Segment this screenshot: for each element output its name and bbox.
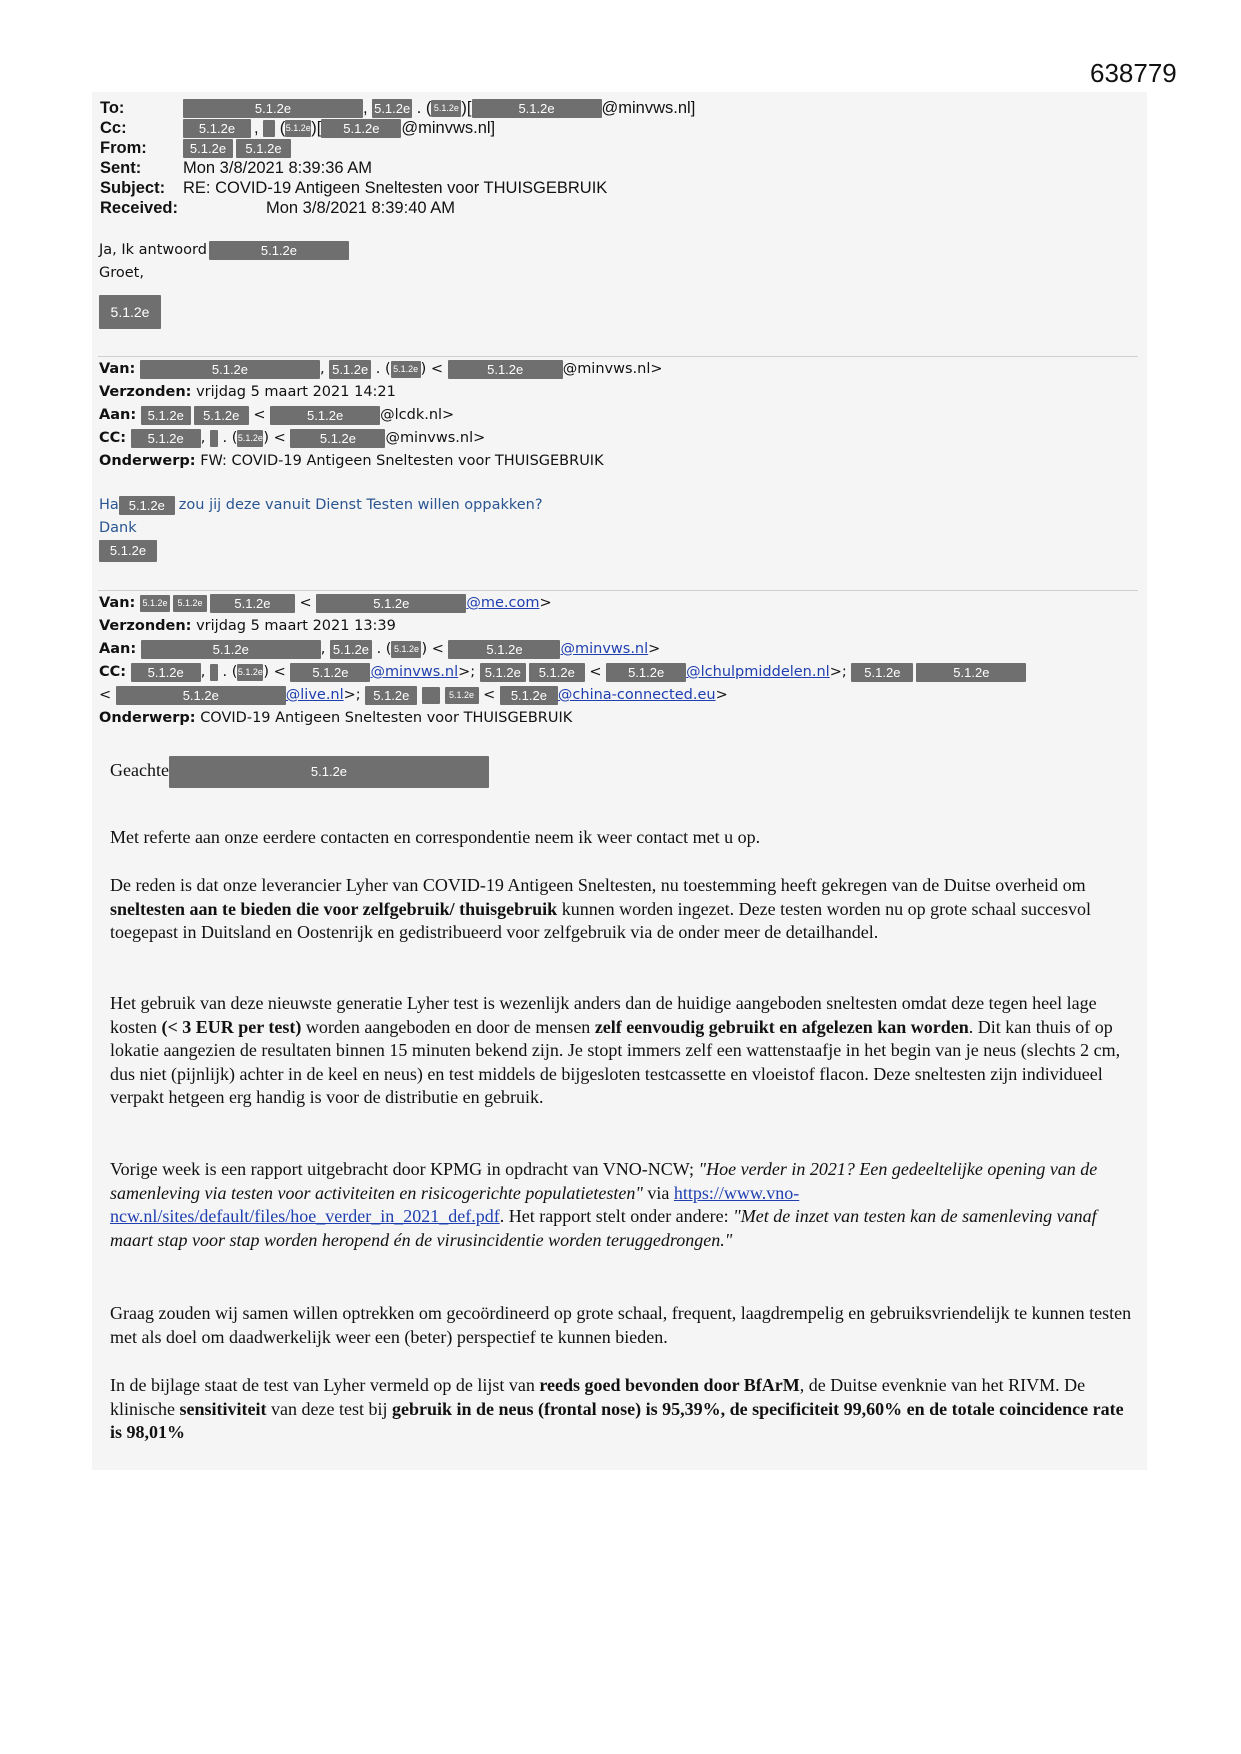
redaction: 5.1.2e xyxy=(141,406,191,425)
redaction: 5.1.2e xyxy=(173,595,207,612)
redaction: 5.1.2e xyxy=(290,663,370,682)
salutation-text: Geachte xyxy=(110,760,169,781)
redaction: 5.1.2e xyxy=(285,120,311,137)
redaction: 5.1.2e xyxy=(210,594,295,613)
letter-paragraph-4 xyxy=(110,1158,1140,1252)
paragraph-text xyxy=(110,874,1140,945)
redaction: 5.1.2e xyxy=(140,595,170,612)
redaction: 5.1.2e xyxy=(316,594,466,613)
text-run-italic: "Hoe verder in 2021? Een gedeeltelijke opening van de samenleving via testen voor activiteiten en risicogerichte populatietesten" xyxy=(110,1159,1098,1203)
received-row xyxy=(100,198,695,218)
orig-onderwerp-label: Onderwerp: xyxy=(99,710,196,726)
text-run: , de Duitse evenknie van het RIVM. De klinische xyxy=(110,1375,1086,1419)
orig-cc-minvws[interactable]: @minvws.nl xyxy=(370,664,459,680)
paragraph-text xyxy=(110,1158,1140,1252)
cc-label: Cc: xyxy=(100,119,127,137)
orig-van-label: Van: xyxy=(99,595,136,611)
redaction: 5.1.2e xyxy=(365,686,417,705)
fw-ha: Ha xyxy=(99,497,119,513)
to-label: To: xyxy=(100,99,125,117)
redaction: 5.1.2e xyxy=(270,406,380,425)
redaction: 5.1.2e xyxy=(237,664,263,681)
fw-van-label: Van: xyxy=(99,361,136,377)
redaction: 5.1.2e xyxy=(141,640,321,659)
text-run-italic: "Met de inzet van testen kan de samenleving vanaf maart stap voor stap worden heropend én de virusincidentie worden teruggedrongen." xyxy=(110,1206,1097,1250)
letter-paragraph-6 xyxy=(110,1374,1140,1445)
fw-onderwerp-label: Onderwerp: xyxy=(99,453,196,469)
text-run-bold: reeds goed bevonden door BfArM xyxy=(539,1375,800,1395)
fw-van-domain: @minvws.nl> xyxy=(562,361,663,377)
text-run-bold: zelf eenvoudig gebruikt en afgelezen kan worden xyxy=(594,1016,969,1037)
redaction xyxy=(210,430,218,447)
fw-body-line xyxy=(99,494,543,517)
paragraph-text xyxy=(110,992,1140,1110)
subject-value: RE: COVID-19 Antigeen Sneltesten voor THUISGEBRUIK xyxy=(183,179,608,197)
text-run: De reden is dat onze leverancier Lyher van COVID-19 Antigeen Sneltesten, nu toestemming heeft gekregen van de Duitse overheid om xyxy=(110,875,1086,895)
separator xyxy=(98,590,1138,591)
text-run: . Het rapport stelt onder andere: xyxy=(499,1206,734,1226)
redaction: 5.1.2e xyxy=(237,430,263,447)
redaction: 5.1.2e xyxy=(194,406,249,425)
paragraph-text: Met referte aan onze eerdere contacten en correspondentie neem ik weer contact met u op. xyxy=(110,827,761,847)
redaction: 5.1.2e xyxy=(116,686,286,705)
orig-aan-row: Aan: 5.1.2e , 5.1.2e . ( 5.1.2e ) < 5.1.2e @minvws.nl> xyxy=(99,641,661,657)
fw-aan-label: Aan: xyxy=(99,407,137,423)
fw-request: zou jij deze vanuit Dienst Testen willen oppakken? xyxy=(178,497,543,513)
redaction: 5.1.2e xyxy=(330,640,372,659)
orig-aan-label: Aan: xyxy=(99,641,137,657)
orig-cc-row: CC: 5.1.2e , . (5.1.2e) < 5.1.2e @minvws.nl>; 5.1.2e 5.1.2e < 5.1.2e @lchulpmiddelen.nl>; 5.1.2e 5.1.2e xyxy=(99,661,1026,684)
redaction: 5.1.2e xyxy=(140,360,320,379)
fw-body xyxy=(99,494,543,563)
to-row: To: 5.1.2e , 5.1.2e . ( 5.1.2e )[ 5.1.2e @minvws.nl] xyxy=(100,99,696,117)
letter-paragraph-3 xyxy=(110,992,1140,1110)
orig-cc-china-connected[interactable]: @china-connected.eu xyxy=(557,687,716,703)
redaction: 5.1.2e xyxy=(500,686,558,705)
redaction: 5.1.2e xyxy=(131,429,201,448)
fw-signature xyxy=(99,540,543,563)
fw-verzonden-label: Verzonden: xyxy=(99,384,192,400)
text-run: Het gebruik van deze nieuwste generatie Lyher test is wezenlijk anders dan de huidige aangeboden sneltesten omdat deze tegen heel lage kosten xyxy=(110,993,1097,1037)
redaction: 5.1.2e xyxy=(391,361,421,378)
text-run-bold: (< 3 EUR per test) xyxy=(161,1016,302,1037)
fw-onderwerp-value: FW: COVID-19 Antigeen Sneltesten voor THUISGEBRUIK xyxy=(200,453,604,469)
fw-aan-domain: @lcdk.nl> xyxy=(380,407,455,423)
fw-verzonden-value: vrijdag 5 maart 2021 14:21 xyxy=(196,384,396,400)
text-run-bold: gebruik in de neus (frontal nose) is 95,39%, de specificiteit 99,60% en de totale coincidence rate is 98,01% xyxy=(110,1398,1124,1442)
orig-van-row: Van: 5.1.2e 5.1.2e 5.1.2e < 5.1.2e @me.com> xyxy=(99,595,552,611)
from-row xyxy=(100,138,695,158)
reply-line xyxy=(99,239,349,262)
text-run: worden aangeboden en door de mensen xyxy=(301,1016,595,1037)
fw-dank: Dank xyxy=(99,520,137,536)
redaction: 5.1.2e xyxy=(529,663,585,682)
fw-cc-domain: @minvws.nl> xyxy=(385,430,486,446)
text-run-bold: sneltesten aan te bieden die voor zelfgebruik/ thuisgebruik xyxy=(110,898,558,919)
reply-body xyxy=(99,239,349,329)
paragraph-text: Graag zouden wij samen willen optrekken om gecoördineerd op grote schaal, frequent, laagdrempelig en gebruiksvriendelijk te kunnen testen met als doel om daadwerkelijk weer een (beter) perspectief te kunnen bieden. xyxy=(110,1303,1132,1347)
fw-verzonden-row xyxy=(99,381,663,404)
text-run: via xyxy=(642,1182,674,1203)
redaction: 5.1.2e xyxy=(209,241,349,260)
orig-aan-domain[interactable]: @minvws.nl xyxy=(560,641,649,657)
redaction xyxy=(210,664,218,681)
fw-header xyxy=(99,358,663,473)
orig-onderwerp-row xyxy=(99,707,1026,730)
redaction: 5.1.2e xyxy=(119,496,175,515)
redaction: 5.1.2e xyxy=(448,360,563,379)
fw-aan-row: Aan: 5.1.2e 5.1.2e < 5.1.2e @lcdk.nl> xyxy=(99,407,455,423)
to-domain: @minvws.nl] xyxy=(601,99,696,117)
redaction: 5.1.2e xyxy=(606,663,686,682)
text-run-bold: sensitiviteit xyxy=(179,1398,267,1419)
orig-verzonden-row xyxy=(99,615,1026,638)
redaction: 5.1.2e xyxy=(99,295,161,329)
letter-paragraph-1 xyxy=(110,826,1140,850)
subject-label: Subject: xyxy=(100,179,166,197)
reply-greeting: Groet, xyxy=(99,265,144,281)
text-run: In de bijlage staat de test van Lyher vermeld op de lijst van xyxy=(110,1375,540,1395)
reply-text: Ja, Ik antwoord xyxy=(99,242,207,258)
letter-salutation xyxy=(110,756,1140,788)
text-run: van deze test bij xyxy=(266,1398,392,1419)
redaction: 5.1.2e xyxy=(290,429,385,448)
redaction: 5.1.2e xyxy=(183,99,363,118)
redaction: 5.1.2e xyxy=(329,360,371,379)
separator xyxy=(98,356,1138,357)
text-run: kunnen worden ingezet. Deze testen worden nu op grote schaal succesvol toegepast in Duitsland en Oostenrijk en gedistribueerd voor zelfgebruik via de onder meer de detailhandel. xyxy=(110,898,1091,942)
sent-label: Sent: xyxy=(100,159,142,177)
redaction: 5.1.2e xyxy=(851,663,913,682)
sent-row xyxy=(100,158,695,178)
orig-cc-row-2: < 5.1.2e @live.nl>; 5.1.2e 5.1.2e < 5.1.2e @china-connected.eu> xyxy=(99,687,728,703)
text-run: . Dit kan thuis of op lokatie aangezien de resultaten binnen 15 minuten bekend zijn. Je stopt immers zelf een wattenstaafje in het begin van je neus (slechts 2 cm, dus niet (pijnlijk) achter in de keel en neus) en test middels de bijgesloten testcassette en vloeistof flacon. Deze sneltesten zijn individueel verpakt hetgeen erg handig is voor de distributie en gebruik. xyxy=(110,1016,1121,1107)
letter-paragraph-2 xyxy=(110,874,1140,945)
paragraph-text xyxy=(110,1374,1140,1445)
redaction: 5.1.2e xyxy=(321,119,401,138)
fw-van-row: Van: 5.1.2e , 5.1.2e . ( 5.1.2e ) < 5.1.2e @minvws.nl> xyxy=(99,361,663,377)
redaction: 5.1.2e xyxy=(480,663,526,682)
from-label: From: xyxy=(100,139,147,157)
orig-header xyxy=(99,592,1026,730)
redaction: 5.1.2e xyxy=(131,663,201,682)
received-value: Mon 3/8/2021 8:39:40 AM xyxy=(266,199,455,217)
redaction: 5.1.2e xyxy=(183,139,233,158)
letter-paragraph-5 xyxy=(110,1302,1140,1349)
redaction: 5.1.2e xyxy=(445,687,479,704)
cc-domain: @minvws.nl] xyxy=(401,119,496,137)
redaction xyxy=(263,120,275,137)
redaction: 5.1.2e xyxy=(448,640,560,659)
redaction: 5.1.2e xyxy=(391,641,421,658)
report-link[interactable]: https://www.vno-ncw.nl/sites/default/files/hoe_verder_in_2021_def.pdf xyxy=(110,1182,800,1226)
redaction: 5.1.2e xyxy=(431,100,461,117)
document-number: 638779 xyxy=(1090,58,1177,88)
text-run: Vorige week is een rapport uitgebracht door KPMG in opdracht van VNO-NCW; xyxy=(110,1159,699,1179)
subject-row xyxy=(100,178,695,198)
sent-value: Mon 3/8/2021 8:39:36 AM xyxy=(183,159,372,177)
email-header xyxy=(100,98,695,218)
orig-van-domain[interactable]: @me.com xyxy=(466,595,540,611)
redaction: 5.1.2e xyxy=(99,540,157,562)
orig-verzonden-value: vrijdag 5 maart 2021 13:39 xyxy=(196,618,396,634)
orig-cc-lchulpmiddelen[interactable]: @lchulpmiddelen.nl xyxy=(686,664,830,680)
fw-cc-label: CC: xyxy=(99,430,127,446)
received-label: Received: xyxy=(100,199,178,217)
orig-onderwerp-value: COVID-19 Antigeen Sneltesten voor THUISGEBRUIK xyxy=(200,710,573,726)
fw-onderwerp-row xyxy=(99,450,663,473)
reply-signature xyxy=(99,295,349,329)
orig-cc-live[interactable]: @live.nl xyxy=(285,687,344,703)
orig-cc-label: CC: xyxy=(99,664,127,680)
redaction: 5.1.2e xyxy=(183,119,251,138)
redaction: 5.1.2e xyxy=(236,139,291,158)
orig-verzonden-label: Verzonden: xyxy=(99,618,192,634)
cc-row: Cc: 5.1.2e , (5.1.2e)[ 5.1.2e @minvws.nl] xyxy=(100,119,496,137)
redaction: 5.1.2e xyxy=(472,99,602,118)
redaction: 5.1.2e xyxy=(916,663,1026,682)
redaction: 5.1.2e xyxy=(169,756,489,788)
redaction: 5.1.2e xyxy=(374,101,411,117)
fw-cc-row: CC: 5.1.2e , . (5.1.2e) < 5.1.2e @minvws.nl> xyxy=(99,430,486,446)
redaction xyxy=(422,687,440,704)
